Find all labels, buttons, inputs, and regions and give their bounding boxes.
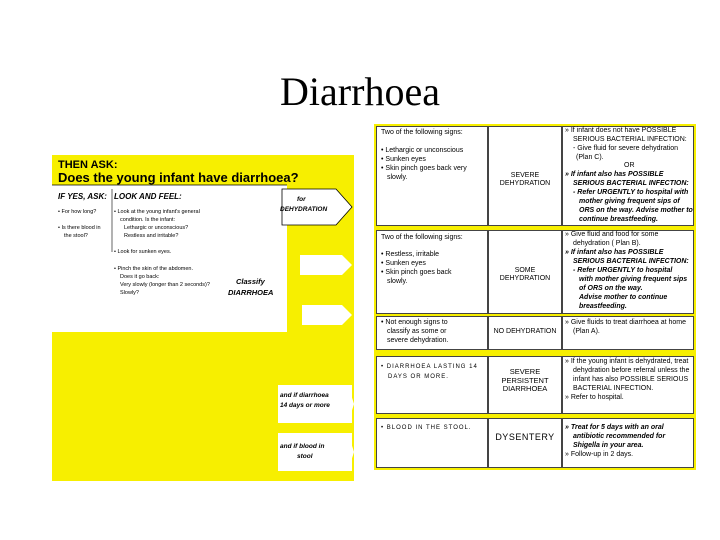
treatment-line: continue breastfeeding.	[579, 216, 658, 223]
treatment-line: (Plan C).	[576, 154, 604, 161]
sign-item: • Restless, irritable	[381, 251, 440, 258]
treatment-line: ORS on the way. Advise mother to	[579, 207, 693, 214]
classification-table	[374, 124, 696, 470]
treatment-line: dehydration ( Plan B).	[573, 240, 641, 247]
dehydration-label: DEHYDRATION	[280, 206, 328, 213]
sign-item: • Skin pinch goes back very	[381, 165, 467, 172]
treatment-line: BACTERIAL INFECTION.	[573, 385, 654, 392]
sign-item: slowly.	[387, 278, 408, 285]
look-item: Very slowly (longer than 2 seconds)?	[120, 282, 210, 288]
classification-severe-persistent-diarrhoea: SEVERE PERSISTENT DIARRHOEA	[501, 367, 549, 394]
treatment-line: with mother giving frequent sips	[579, 276, 688, 283]
sign-item: • Sunken eyes	[381, 260, 426, 267]
sign-item: DAYS OR MORE.	[388, 374, 449, 380]
treatment-line: - Refer URGENTLY to hospital	[573, 267, 673, 274]
treatment-line: » Refer to hospital.	[565, 394, 624, 401]
sign-item: • BLOOD IN THE STOOL.	[381, 425, 472, 431]
sign-item: severe dehydration.	[387, 337, 449, 344]
arrow-shape	[338, 433, 354, 471]
classify-label: Classify	[236, 277, 265, 286]
treatment-line: » Follow-up in 2 days.	[565, 451, 634, 458]
assessment-chart	[52, 155, 354, 481]
look-item: Lethargic or unconscious?	[124, 225, 189, 231]
flow-arrows	[52, 155, 354, 481]
arrow-shape	[338, 385, 354, 423]
arrow-shape	[302, 305, 352, 325]
sign-item: classify as some or	[387, 328, 447, 335]
main-question: Does the young infant have diarrhoea?	[58, 170, 299, 185]
treatment-line: (Plan A).	[573, 328, 600, 335]
look-item: • Look at the young infant's general	[114, 209, 200, 215]
signs-title: Two of the following signs:	[381, 129, 463, 136]
treatment-line: » If infant does not have POSSIBLE	[565, 127, 677, 134]
sign-item: • Not enough signs to	[381, 319, 448, 326]
classify-diarrhoea-label: DIARRHOEA	[228, 288, 274, 297]
treatment-line: antibiotic recommended for	[573, 433, 666, 440]
then-ask-label: THEN ASK:	[58, 159, 118, 171]
persistent-label: 14 days or more	[280, 402, 330, 409]
sign-item: • Sunken eyes	[381, 156, 426, 163]
treatment-line: mother giving frequent sips of	[579, 198, 680, 205]
sign-item: • Skin pinch goes back	[381, 269, 452, 276]
treatment-line: » Give fluids to treat diarrhoea at home	[565, 319, 687, 326]
look-item: Slowly?	[120, 290, 139, 296]
look-item: condition. Is the infant:	[120, 217, 176, 223]
sign-item: slowly.	[387, 174, 408, 181]
treatment-line: of ORS on the way.	[579, 285, 643, 292]
classification-some-dehydration: SOME DEHYDRATION	[499, 267, 551, 283]
for-label: for	[297, 196, 306, 203]
treatment-line: Shigella in your area.	[573, 442, 644, 449]
blood-label: and if blood in	[280, 443, 325, 450]
persistent-label: and if diarrhoea	[280, 392, 329, 399]
treatment-line: » If infant also has POSSIBLE	[565, 171, 664, 178]
classification-severe-dehydration: SEVERE DEHYDRATION	[499, 172, 551, 188]
treatment-line: SERIOUS BACTERIAL INFECTION:	[573, 180, 689, 187]
treatment-line: - Refer URGENTLY to hospital with	[573, 189, 689, 196]
treatment-line: Advise mother to continue	[579, 294, 668, 301]
treatment-line: » Treat for 5 days with an oral	[565, 424, 664, 431]
ask-item: the stool?	[64, 233, 88, 239]
look-item: Does it go back:	[120, 274, 160, 280]
blood-label: stool	[297, 453, 313, 460]
sign-item: • Lethargic or unconscious	[381, 147, 464, 154]
if-yes-heading: IF YES, ASK:	[58, 192, 107, 201]
treatment-line: SERIOUS BACTERIAL INFECTION:	[573, 136, 687, 143]
treatment-line: breastfeeding.	[579, 303, 627, 310]
page-title: Diarrhoea	[280, 69, 440, 114]
classification-cell	[488, 418, 562, 468]
arrow-shape	[300, 255, 352, 275]
treatment-line: dehydration before referral unless the	[573, 367, 690, 374]
sign-item: • DIARRHOEA LASTING 14	[381, 364, 478, 370]
treatment-line: infant has also POSSIBLE SERIOUS	[573, 376, 689, 383]
signs-title: Two of the following signs:	[381, 234, 463, 241]
treatment-line: » If the young infant is dehydrated, treat	[565, 358, 689, 365]
look-item: • Look for sunken eyes.	[114, 249, 172, 255]
classification-no-dehydration: NO DEHYDRATION	[493, 328, 557, 335]
treatment-line: » If infant also has POSSIBLE	[565, 249, 664, 256]
classification-dysentery: DYSENTERY	[495, 432, 555, 442]
treatment-line: SERIOUS BACTERIAL INFECTION:	[573, 258, 689, 265]
treatment-line: » Give fluid and food for some	[565, 231, 659, 238]
look-item: Restless and irritable?	[124, 233, 179, 239]
look-feel-heading: LOOK AND FEEL:	[114, 192, 182, 201]
treatment-line: - Give fluid for severe dehydration	[573, 145, 679, 152]
look-item: • Pinch the skin of the abdomen.	[114, 266, 193, 272]
ask-item: • For how long?	[58, 209, 97, 215]
ask-item: • Is there blood in	[58, 225, 101, 231]
treatment-line: OR	[624, 162, 635, 169]
